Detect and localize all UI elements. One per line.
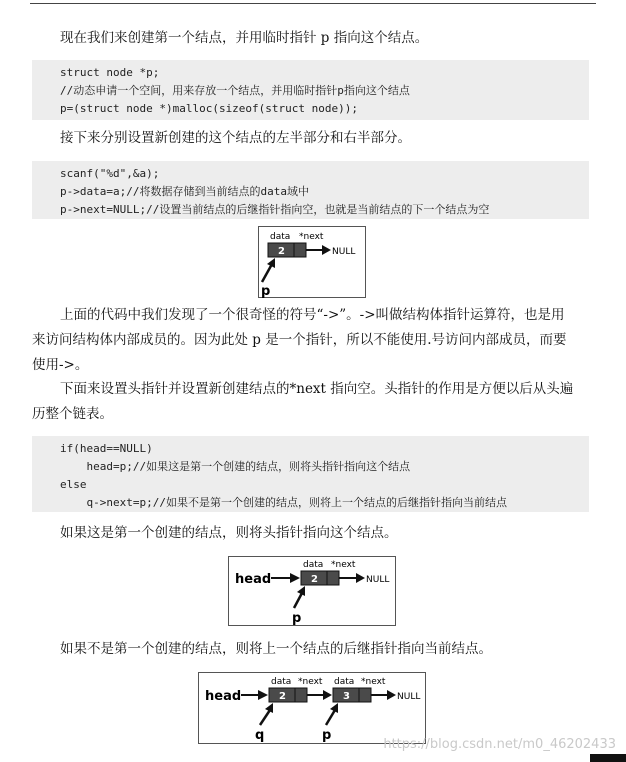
code-line: else [60,478,87,491]
paragraph-arrow-operator-2: 来访问结构体内部成员的。因为此处 p 是一个指针，所以不能使用.号访问内部成员，而要 [32,332,567,348]
data-label: data [271,677,292,687]
code-line: p->data=a;//将数据存储到当前结点的data域中 [60,185,309,198]
code-line: if(head==NULL) [60,442,153,455]
code-line: scanf("%d",&a); [60,167,160,180]
code-block-set-fields [32,161,589,219]
pointer-label: p [292,611,302,626]
code-line: p->next=NULL;//设置当前结点的后继指针指向空，也就是当前结点的下一个结点为空 [60,203,490,216]
code-block-allocate [32,60,589,120]
node-value: 2 [311,574,318,585]
figure-two-nodes [198,672,426,744]
page-corner-bar [590,754,626,762]
data-label: data [303,560,324,570]
pointer-label: p [261,284,271,298]
next-label: *next [298,677,323,687]
node-2-next-field [359,688,371,702]
code-block-head-check [32,436,589,512]
next-label: *next [361,677,386,687]
node-1-next-field [295,688,307,702]
paragraph-set-node-parts: 接下来分别设置新创建的这个结点的左半部分和右半部分。 [60,130,411,146]
paragraph-not-first-node-case: 如果不是第一个创建的结点，则将上一个结点的后继指针指向当前结点。 [60,641,492,657]
node-2-value: 3 [343,691,350,702]
code-line: head=p;//如果这是第一个创建的结点，则将头指针指向这个结点 [60,460,411,473]
data-label: data [270,232,291,242]
node-value: 2 [278,246,285,257]
code-line: q->next=p;//如果不是第一个创建的结点，则将上一个结点的后继指针指向当前结点 [60,496,507,509]
paragraph-head-pointer-1: 下面来设置头指针并设置新创建结点的*next 指向空。头指针的作用是方便以后从头遍 [60,381,574,397]
head-label: head [235,572,272,587]
paragraph-head-pointer-2: 历整个链表。 [32,406,113,422]
next-label: *next [331,560,356,570]
null-label: NULL [366,575,390,585]
figure-head-node [228,556,396,626]
code-line: //动态申请一个空间，用来存放一个结点，并用临时指针p指向这个结点 [60,84,410,97]
paragraph-first-node-case: 如果这是第一个创建的结点，则将头指针指向这个结点。 [60,525,398,541]
data-label: data [334,677,355,687]
null-label: NULL [332,247,356,257]
node-1-value: 2 [279,691,286,702]
node-next-field [294,243,306,257]
code-line: struct node *p; [60,66,160,79]
pointer-p-label: p [322,728,332,743]
null-label: NULL [397,692,421,702]
next-label: *next [299,232,324,242]
watermark: https://blog.csdn.net/m0_46202433 [383,737,616,752]
paragraph-create-first-node: 现在我们来创建第一个结点，并用临时指针 p 指向这个结点。 [60,30,429,46]
head-label: head [205,689,242,704]
page-top-rule [30,3,596,4]
node-next-field [327,571,339,585]
paragraph-arrow-operator-3: 使用->。 [32,357,89,373]
code-line: p=(struct node *)malloc(sizeof(struct node)); [60,102,359,115]
figure-single-node [258,226,366,298]
paragraph-arrow-operator-1: 上面的代码中我们发现了一个很奇怪的符号“->”。->叫做结构体指针运算符，也是用 [60,307,565,323]
pointer-q-label: q [255,728,265,743]
